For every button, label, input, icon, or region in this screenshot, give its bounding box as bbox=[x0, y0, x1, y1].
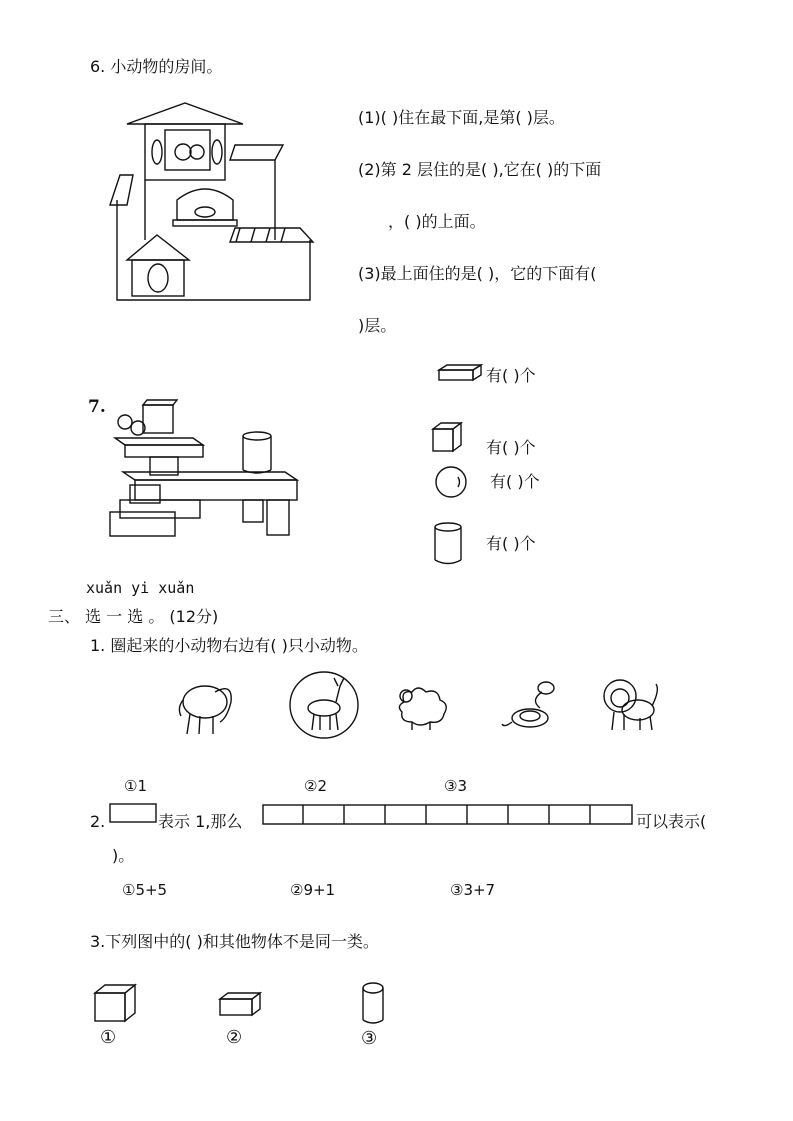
ten-unit-bar bbox=[262, 804, 634, 826]
q7-number: 7. bbox=[88, 397, 106, 417]
q6-title: 6. 小动物的房间。 bbox=[90, 57, 223, 76]
s2-option-2: ②9+1 bbox=[290, 881, 336, 899]
s2-end-text: 可以表示( bbox=[636, 812, 707, 831]
cube-icon bbox=[431, 421, 463, 453]
s2-mid-text: 表示 1,那么 bbox=[158, 812, 243, 831]
s2-number: 2. bbox=[90, 812, 106, 831]
sheep-icon bbox=[390, 682, 456, 732]
s3-label-3: ③ bbox=[361, 1028, 378, 1049]
q7-row-4: 有( )个 bbox=[486, 534, 536, 553]
q6-line2: (2)第 2 层住的是( ),它在( )的下面 bbox=[358, 160, 602, 179]
cuboid-icon bbox=[437, 364, 483, 382]
s2-option-1: ①5+5 bbox=[122, 881, 168, 899]
cylinder-icon bbox=[360, 982, 386, 1026]
lion-icon bbox=[600, 676, 662, 734]
house-illustration bbox=[105, 100, 320, 315]
snake-icon bbox=[500, 678, 558, 734]
s2-option-3: ③3+7 bbox=[450, 881, 496, 899]
q7-row-3: 有( )个 bbox=[490, 472, 540, 491]
blocks-illustration bbox=[105, 400, 305, 540]
q6-line4: (3)最上面住的是( )，它的下面有( bbox=[358, 264, 597, 283]
q6-line3: ，( )的上面。 bbox=[388, 212, 486, 231]
s3-label-1: ① bbox=[100, 1027, 117, 1048]
s3-label-2: ② bbox=[226, 1027, 243, 1048]
cuboid-icon bbox=[218, 991, 262, 1017]
s1-option-3: ③3 bbox=[444, 777, 467, 795]
s3-question: 3.下列图中的( )和其他物体不是同一类。 bbox=[90, 932, 379, 951]
single-unit-box bbox=[109, 803, 157, 823]
section3-pinyin: xuǎn yi xuǎn bbox=[86, 579, 195, 597]
s1-question: 1. 圈起来的小动物右边有( )只小动物。 bbox=[90, 636, 368, 655]
cube-icon bbox=[93, 983, 137, 1023]
q7-row-1: 有( )个 bbox=[486, 366, 536, 385]
q6-line1: (1)( )住在最下面,是第( )层。 bbox=[358, 108, 565, 127]
elephant-icon bbox=[175, 672, 237, 738]
s2-line2: )。 bbox=[112, 846, 135, 865]
sphere-icon bbox=[434, 465, 468, 499]
q7-row-2: 有( )个 bbox=[486, 438, 536, 457]
s1-option-2: ②2 bbox=[304, 777, 327, 795]
cylinder-icon bbox=[432, 522, 464, 566]
deer-icon bbox=[288, 670, 360, 740]
s1-option-1: ①1 bbox=[124, 777, 147, 795]
section3-heading: 三、 选 一 选 。 (12分) bbox=[48, 607, 219, 626]
q6-line5: )层。 bbox=[358, 316, 397, 335]
